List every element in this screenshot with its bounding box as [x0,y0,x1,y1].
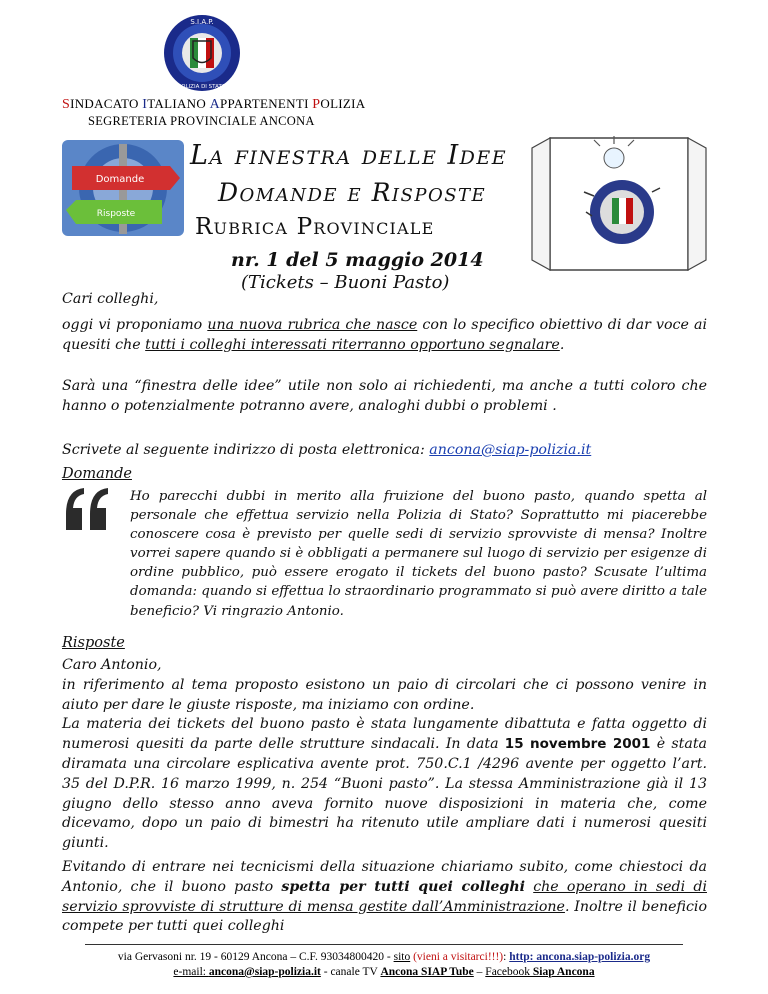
rubric-subtitle: Domande e Risposte [218,178,487,207]
intro-underline-1: una nuova rubrica che nasce [207,317,418,333]
sign-domande-text: Domande [95,174,145,185]
answer-p2-a: La materia dei tickets del buono pasto è stata lungamente dibattuta e fatta oggetto di numerosi quesiti da parte delle strutture sindacali. In data [62,716,707,753]
answer-p3-bold: spetta per tutti quei colleghi [281,878,526,895]
footer-email-link[interactable]: ancona@siap-polizia.it [208,966,321,978]
footer-dash: – [473,966,486,978]
email-prefix: Scrivete al seguente indirizzo di posta elettronica: [62,442,430,458]
answer-paragraph-1: in riferimento al tema proposto esistono un paio di circolari che ci possono venire in aiuto per dare le giuste risposte, ma iniziamo con ordine. [62,676,707,713]
org-cap-p: P [312,97,321,112]
footer-website-link[interactable]: http: ancona.siap-polizia.org [509,951,651,963]
issue-topic: (Tickets – Buoni Pasto) [241,272,450,293]
org-name [62,96,366,113]
footer-address [85,951,683,963]
risposte-heading: Risposte [62,635,125,651]
org-cap-s: S [62,97,71,112]
footer-divider [85,944,683,945]
window-of-ideas-paragraph: Sarà una “finestra delle idee” utile non solo ai richiedenti, ma anche a tutti coloro che hanno o potenzialmente potranno avere, analoghi dubbi o problemi . [62,378,707,414]
signpost-graphic [62,140,184,236]
footer-tv-link[interactable]: Ancona SIAP Tube [380,966,474,978]
footer-facebook-label[interactable]: Facebook [485,966,531,978]
footer-email-label: e-mail: [173,966,209,978]
siap-logo [163,14,241,92]
footer-tv-label: - canale TV [320,966,381,978]
org-rest-3: PPARTENENTI [220,96,313,111]
org-rest-4: OLIZIA [320,96,366,111]
sign-risposte-text: Risposte [96,209,136,219]
answer-p3-a: Evitando di entrare nei tecnicismi della situazione chiariamo subito, come chiestoci da Antonio, che il buono pasto [62,858,707,895]
answer-p3-space [525,879,533,895]
quote-icon [62,484,112,536]
answer-p2-b: è stata diramata una circolare esplicativa avente prot. 750.C.1 /4296 avente per oggetto l’art. 35 del D.P.R. 16 marzo 1999, n. 254 “Buoni pasto”. La stessa Amministrazione già il 13 giugno dello stesso anno aveva fornito nuove disposizioni in materia che, come dicevamo, dopo un paio di bimestri ha ritenuto utile ampliare dati i numerosi quesiti giunti. [62,736,707,852]
window-graphic [530,132,708,277]
org-cap-i: I [142,97,148,112]
logo-bottom-text: POLIZIA DI STATO [177,84,227,90]
org-rest-2: TALIANO [147,96,210,111]
email-paragraph [62,441,707,461]
answer-text [62,656,707,937]
footer-facebook-link[interactable]: Siap Ancona [530,966,595,978]
answer-paragraph-3 [62,858,707,937]
answer-p3-underline: che operano in sedi di servizio sprovviste di strutture di mensa gestite dall’Amministrazione [62,878,707,915]
footer-contacts [85,966,683,978]
salutation: Cari colleghi, [62,291,159,307]
footer-sito: sito [393,951,411,963]
footer-address-text: via Gervasoni nr. 19 - 60129 Ancona – C.F. 93034800420 - [117,951,394,963]
org-subtitle: SEGRETERIA PROVINCIALE ANCONA [88,114,315,128]
intro-text-c: . [559,336,565,353]
email-link[interactable]: ancona@siap-polizia.it [429,442,592,458]
domande-heading: Domande [62,466,132,482]
answer-date: 15 novembre 2001 [504,736,651,753]
issue-number: nr. 1 del 5 maggio 2014 [231,249,484,271]
org-cap-a: A [209,97,221,112]
org-rest-1: INDACATO [70,96,143,111]
rubric-title: La finestra delle Idee [190,140,508,171]
answer-p3-d: . Inoltre il beneficio compete per tutti quei colleghi [62,898,707,935]
rubric-type: Rubrica Provinciale [195,214,435,240]
question-text: Ho parecchi dubbi in merito alla fruizione del buono pasto, quando spetta al personale che effettua servizio nella Polizia di Stato? Soprattutto mi piacerebbe conoscere cosa è previsto per quelle sedi di servizio sprovviste di mensa? Inoltre vorrei sapere quando si è obbligati a permanere sul luogo di servizio per esigenze di ordine pubblico, può essere erogato il tickets del buono pasto? Scusate l’ultima domanda: quando si effettua lo straordinario programmato si può avere diritto a tale beneficio? Vi ringrazio Antonio. [130,489,707,619]
intro-underline-2: tutti i colleghi interessati riterranno opportuno segnalare [145,336,560,353]
answer-greeting: Caro Antonio, [62,657,162,673]
logo-text: S.I.A.P. [190,18,214,26]
footer-visit: (vieni a visitarci!!!) [410,951,504,963]
answer-paragraph-2 [62,715,707,854]
intro-text-a: oggi vi proponiamo [62,317,208,333]
intro-paragraph [62,316,707,356]
intro-text-b: con lo specifico obiettivo di dar voce ai quesiti che [62,317,707,353]
footer-colon: : [503,951,510,963]
